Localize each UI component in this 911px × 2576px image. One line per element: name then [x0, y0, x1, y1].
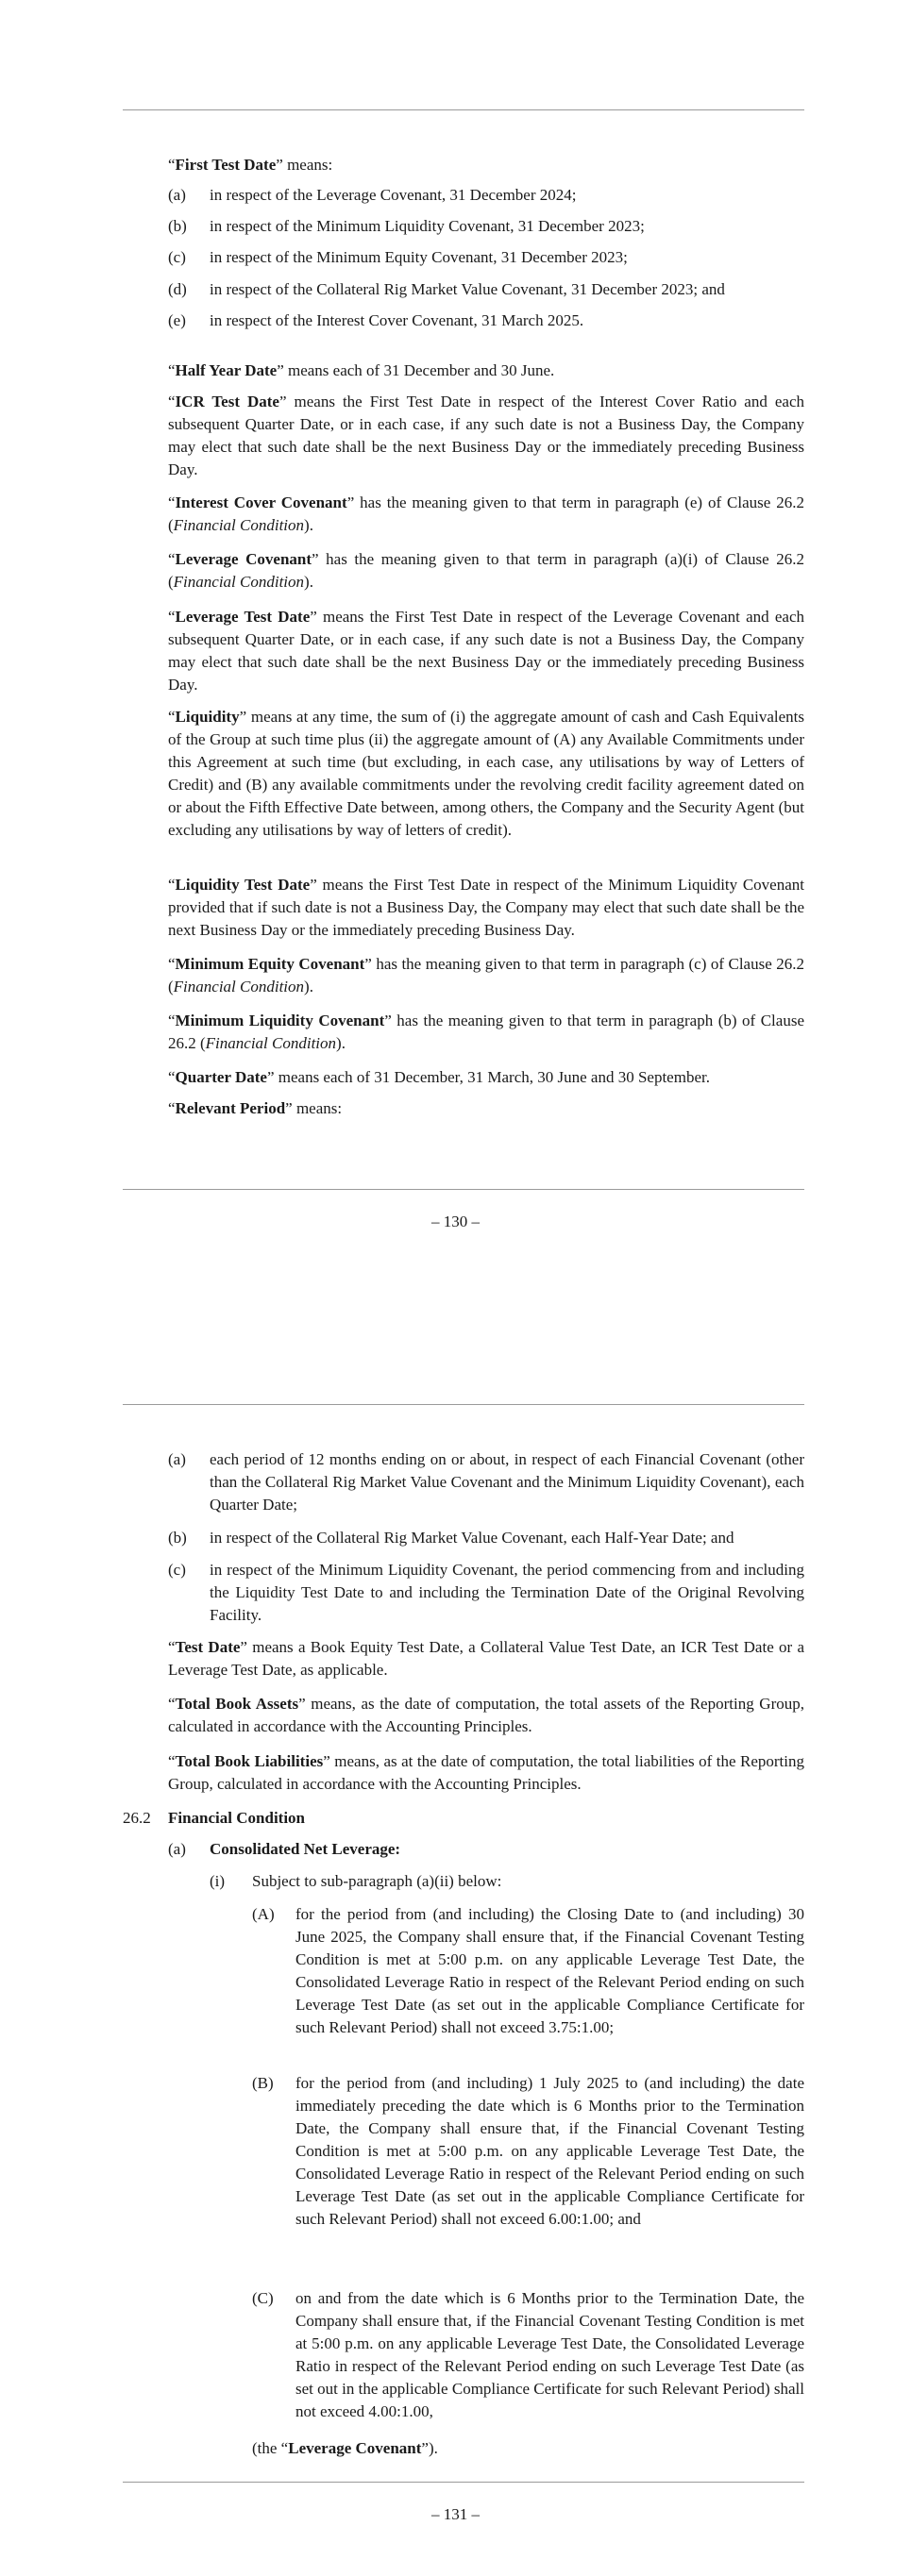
- sub-item: on and from the date which is 6 Months prior to the Termination Date, the Company shall ensure that, if the Financial Covenant Testing Condition is met at 5:00 p.m. on any applicable Leverage Test Date, the Consolidated Leverage Ratio in respect of the Relevant Period ending on such Leverage Test Date (as set out in the applicable Compliance Certificate for such Relevant Period) shall not exceed 4.00:1.00,: [295, 2289, 804, 2420]
- page-number: – 131 –: [431, 2505, 480, 2523]
- definition-icr-test-date: “ICR Test Date” means the First Test Date in respect of the Interest Cover Ratio and each subsequent Quarter Date, or in each case, if any such date is not a Business Day, the Company may elect that such date shall be the next Business Day or the immediately preceding Business Day.: [168, 393, 804, 478]
- paragraph-label: (a): [168, 1840, 186, 1858]
- sub-item-label: (C): [252, 2289, 274, 2307]
- definition-half-year-date: “Half Year Date” means each of 31 December and 30 June.: [168, 361, 555, 379]
- definition-relevant-period: “Relevant Period” means:: [168, 1099, 343, 1117]
- list-item: in respect of the Minimum Liquidity Covenant, the period commencing from and including the Liquidity Test Date to and including the Termination Date of the Original Revolving Facility.: [210, 1561, 804, 1624]
- definition-liquidity-test-date: “Liquidity Test Date” means the First Test Date in respect of the Minimum Liquidity Covenant provided that if such date is not a Business Day, the Company may elect that such date shall be the next Business Day or the immediately preceding Business Day.: [168, 876, 804, 939]
- sub-paragraph-text: Subject to sub-paragraph (a)(ii) below:: [252, 1872, 502, 1890]
- list-label: (c): [168, 248, 186, 266]
- sub-item-label: (B): [252, 2074, 274, 2092]
- definition-liquidity: “Liquidity” means at any time, the sum of (i) the aggregate amount of cash and Cash Equivalents of the Group at such time plus (ii) the aggregate amount of (A) any Available Commitments under this Agreement at such time (but excluding, in each case, any utilisations by way of Letters of Credit) and (B) any available commitments under the revolving credit facility agreement dated on or about the Fifth Effective Date between, among others, the Company and the Security Agent (but excluding any utilisations by way of letters of credit).: [168, 708, 804, 839]
- list-label: (a): [168, 1450, 186, 1468]
- sub-item-label: (A): [252, 1905, 275, 1923]
- list-label: (d): [168, 280, 187, 298]
- list-item: in respect of the Minimum Equity Covenant, 31 December 2023;: [210, 248, 628, 266]
- definition-quarter-date: “Quarter Date” means each of 31 December, 31 March, 30 June and 30 September.: [168, 1068, 710, 1086]
- leverage-covenant-closing: (the “Leverage Covenant”).: [252, 2439, 438, 2457]
- definition-minimum-liquidity-covenant: “Minimum Liquidity Covenant” has the meaning given to that term in paragraph (b) of Clause 26.2 (Financial Condition).: [168, 1012, 804, 1052]
- page-number: – 130 –: [431, 1213, 480, 1230]
- clause-number: 26.2: [123, 1809, 151, 1827]
- list-item: in respect of the Minimum Liquidity Covenant, 31 December 2023;: [210, 217, 645, 235]
- list-item: each period of 12 months ending on or about, in respect of each Financial Covenant (other than the Collateral Rig Market Value Covenant and the Minimum Liquidity Covenant), each Quarter Date;: [210, 1450, 804, 1514]
- list-label: (e): [168, 311, 186, 329]
- list-item: in respect of the Leverage Covenant, 31 December 2024;: [210, 186, 577, 204]
- page-bottom-rule: [123, 2482, 804, 2483]
- definition-first-test-date: “First Test Date” means:: [168, 156, 333, 174]
- definition-total-book-assets: “Total Book Assets” means, as the date of computation, the total assets of the Reporting Group, calculated in accordance with the Accounting Principles.: [168, 1695, 804, 1735]
- list-item: in respect of the Interest Cover Covenant, 31 March 2025.: [210, 311, 584, 329]
- definition-interest-cover-covenant: “Interest Cover Covenant” has the meaning given to that term in paragraph (e) of Clause 26.2 (Financial Condition).: [168, 493, 804, 534]
- definition-total-book-liabilities: “Total Book Liabilities” means, as at the date of computation, the total liabilities of the Reporting Group, calculated in accordance with the Accounting Principles.: [168, 1752, 805, 1793]
- list-label: (a): [168, 186, 186, 204]
- clause-title: Financial Condition: [168, 1809, 306, 1827]
- list-item: in respect of the Collateral Rig Market Value Covenant, 31 December 2023; and: [210, 280, 725, 298]
- list-label: (b): [168, 1529, 187, 1547]
- list-label: (b): [168, 217, 187, 235]
- sub-item: for the period from (and including) 1 July 2025 to (and including) the date immediately preceding the date which is 6 Months prior to the Termination Date, the Company shall ensure that, if the Financial Covenant Testing Condition is met at 5:00 p.m. on any applicable Leverage Test Date, the Consolidated Leverage Ratio in respect of the Relevant Period ending on such Leverage Test Date (as set out in the applicable Compliance Certificate for such Relevant Period) shall not exceed 6.00:1.00; and: [295, 2074, 804, 2228]
- list-item: in respect of the Collateral Rig Market Value Covenant, each Half-Year Date; and: [210, 1529, 734, 1547]
- sub-item: for the period from (and including) the Closing Date to (and including) 30 June 2025, the Company shall ensure that, if the Financial Covenant Testing Condition is met at 5:00 p.m. on any applicable Leverage Test Date, the Consolidated Leverage Ratio in respect of the Relevant Period ending on such Leverage Test Date (as set out in the applicable Compliance Certificate for such Relevant Period) shall not exceed 3.75:1.00;: [295, 1905, 804, 2036]
- definition-leverage-test-date: “Leverage Test Date” means the First Test Date in respect of the Leverage Covenant and each subsequent Quarter Date, or in each case, if any such date is not a Business Day, the Company may elect that such date shall be the next Business Day or the immediately preceding Business Day.: [168, 608, 804, 694]
- definition-test-date: “Test Date” means a Book Equity Test Date, a Collateral Value Test Date, an ICR Test Date or a Leverage Test Date, as applicable.: [168, 1638, 804, 1679]
- definition-leverage-covenant: “Leverage Covenant” has the meaning given to that term in paragraph (a)(i) of Clause 26.2 (Financial Condition).: [168, 550, 804, 591]
- sub-paragraph-label: (i): [210, 1872, 226, 1890]
- paragraph-title: Consolidated Net Leverage:: [210, 1840, 401, 1858]
- page-bottom-rule: [123, 1189, 804, 1190]
- list-label: (c): [168, 1561, 186, 1579]
- page-top-rule: [123, 1404, 804, 1405]
- page-top-rule: [123, 109, 804, 110]
- definition-minimum-equity-covenant: “Minimum Equity Covenant” has the meaning given to that term in paragraph (c) of Clause 26.2 (Financial Condition).: [168, 955, 804, 995]
